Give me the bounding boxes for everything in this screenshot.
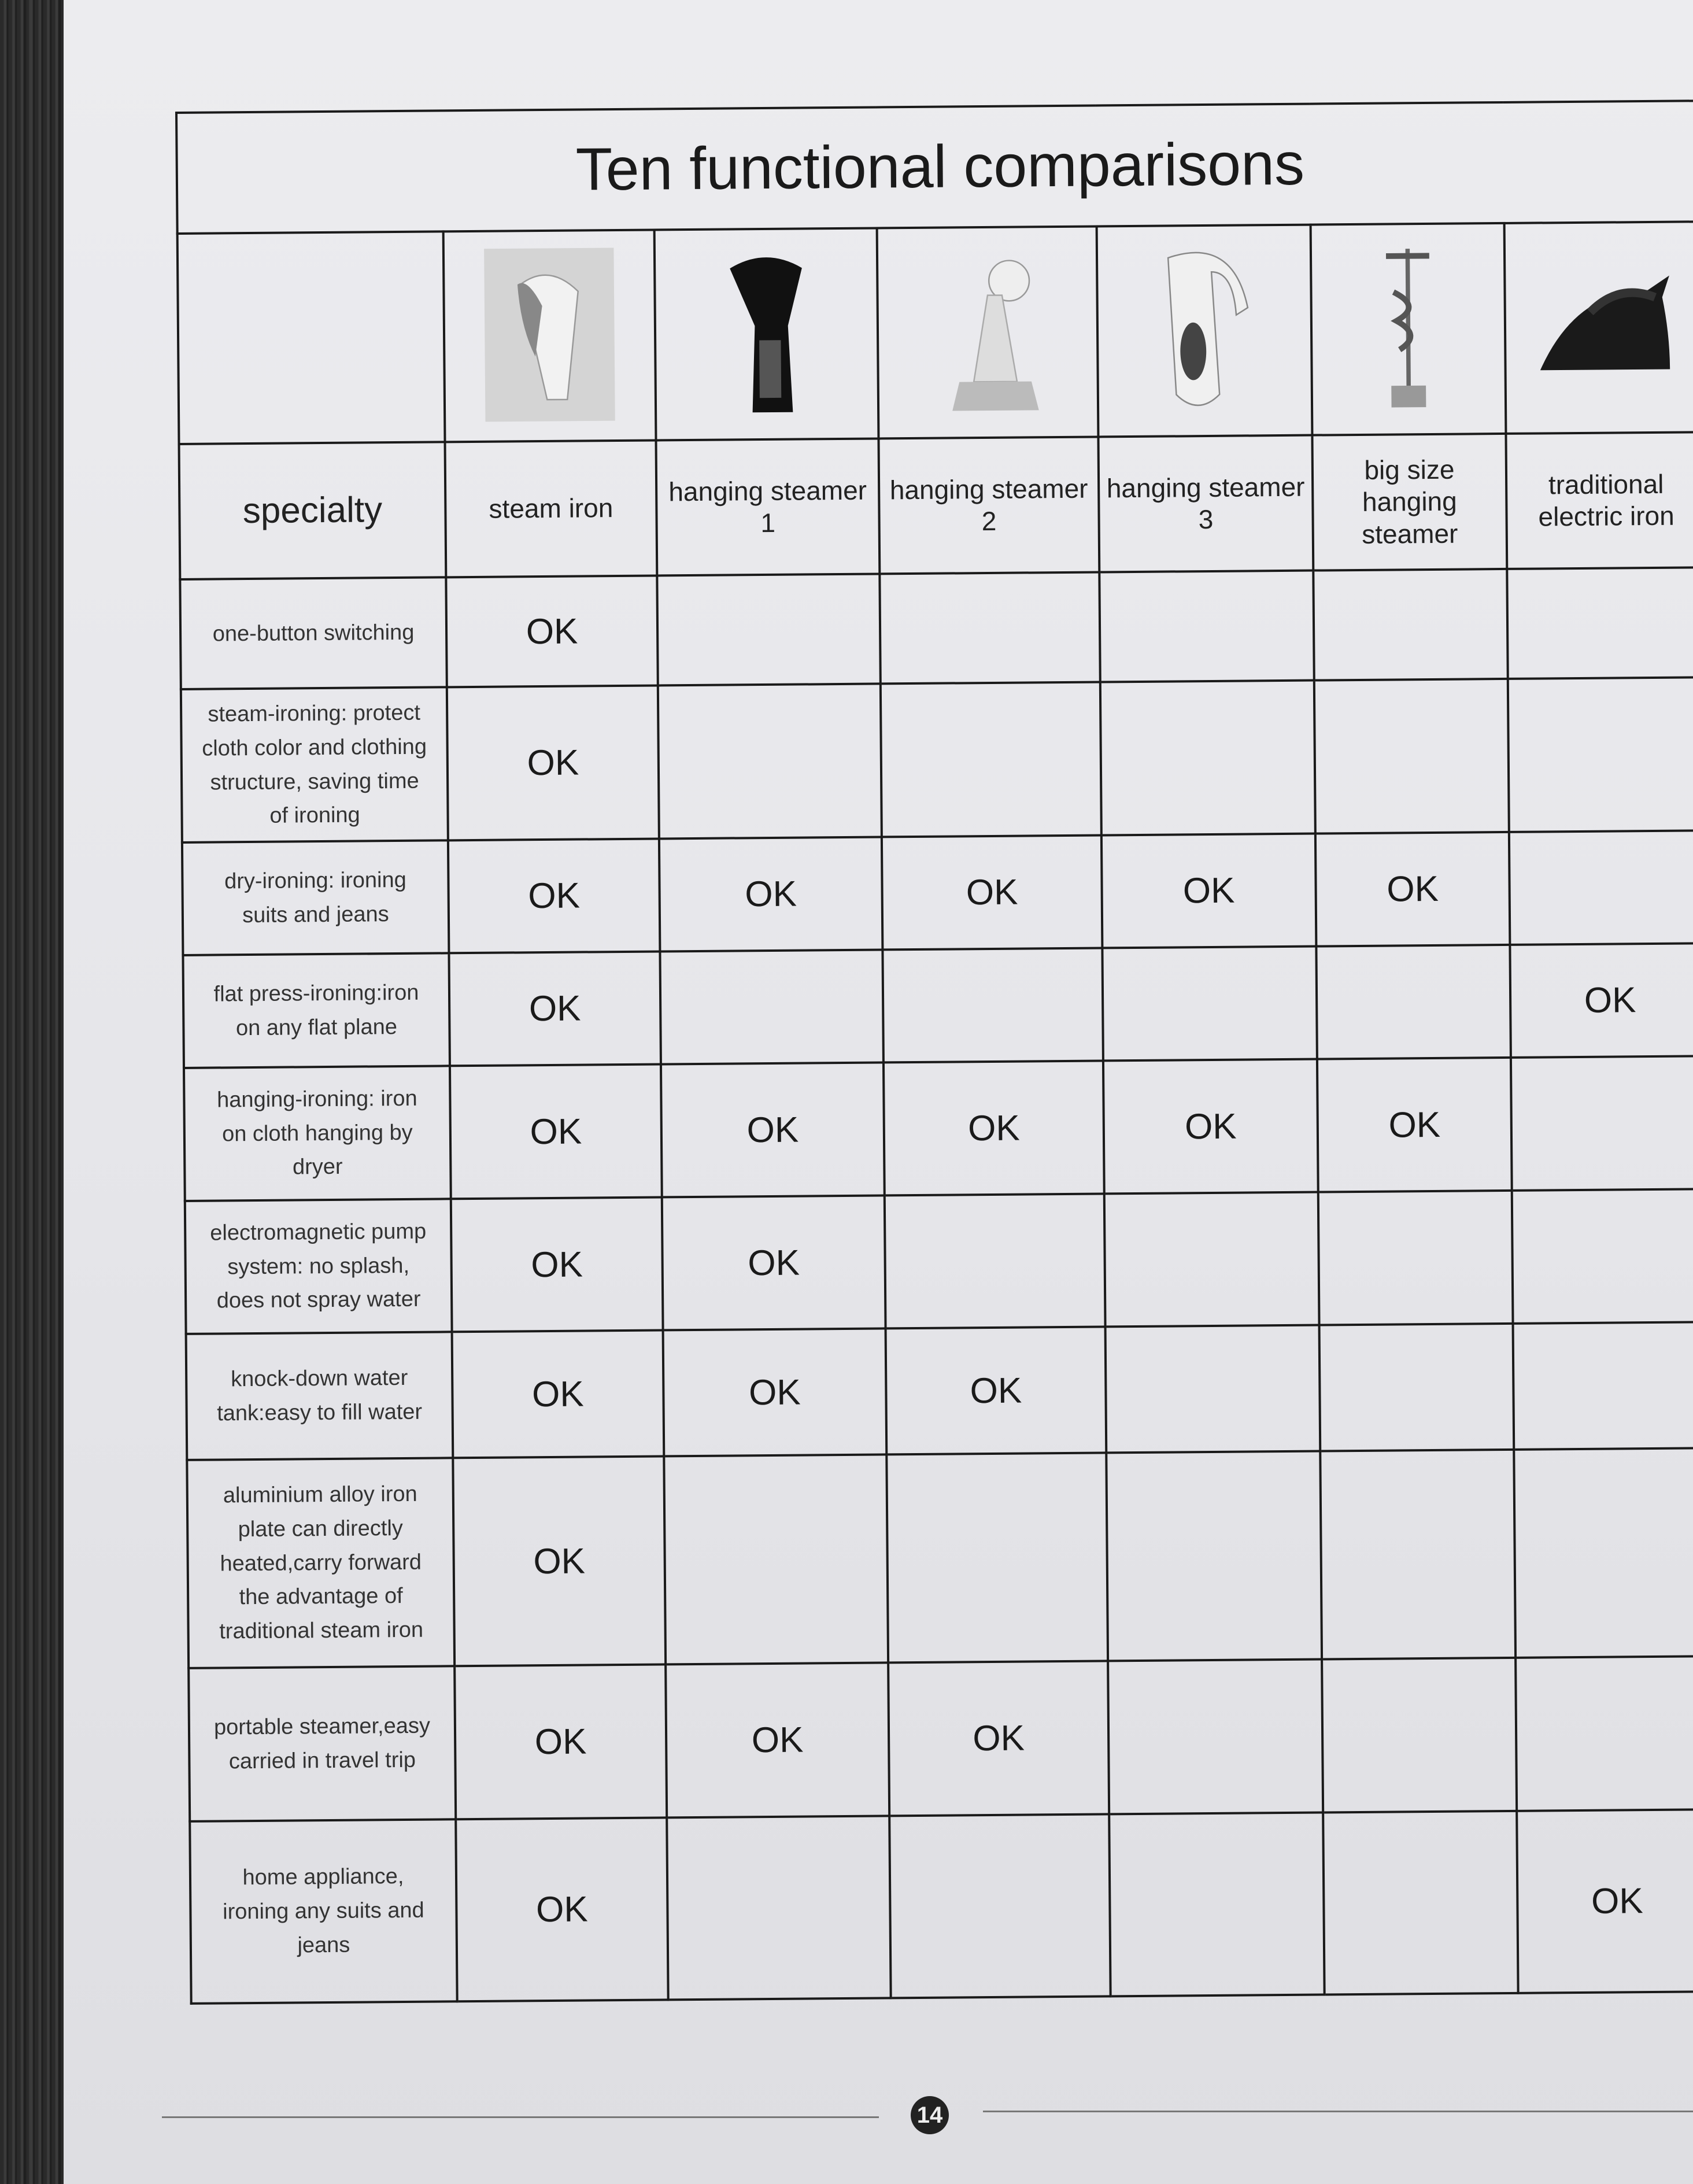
empty-cell	[879, 572, 1100, 683]
empty-cell	[1109, 1812, 1324, 1996]
image-row	[178, 221, 1693, 444]
ok-cell: OK	[1103, 1059, 1318, 1194]
feature-label: electromagnetic pump system: no splash, does not spray water	[185, 1199, 452, 1334]
empty-cell	[1100, 681, 1315, 836]
table-row	[190, 1809, 1693, 2004]
empty-cell	[1108, 1660, 1323, 1815]
feature-label: dry-ironing: ironing suits and jeans	[182, 840, 449, 955]
table-row	[183, 943, 1693, 1068]
empty-cell	[1106, 1451, 1322, 1661]
specialty-header: specialty	[179, 442, 446, 579]
feature-label: home appliance, ironing any suits and jeans	[190, 1819, 457, 2004]
ok-cell: OK	[663, 1328, 887, 1456]
empty-cell	[1515, 1656, 1693, 1811]
ok-cell: OK	[1101, 834, 1317, 948]
ok-cell: OK	[662, 1195, 886, 1330]
empty-cell	[660, 949, 884, 1064]
big-size-hanging-steamer-image	[1311, 223, 1506, 435]
empty-cell	[1313, 569, 1507, 681]
ok-cell: OK	[454, 1664, 667, 1819]
ok-cell: OK	[1517, 1809, 1693, 1993]
ok-cell: OK	[448, 838, 660, 953]
empty-cell	[881, 682, 1101, 837]
ok-cell: OK	[449, 951, 661, 1066]
page-footer	[162, 2093, 1693, 2139]
ok-cell: OK	[1315, 832, 1510, 947]
hanging-steamer-2-image	[877, 226, 1099, 438]
feature-label: one-button switching	[180, 577, 446, 689]
ok-cell: OK	[882, 835, 1103, 949]
empty-cell	[1322, 1658, 1517, 1813]
footer-rule-left	[162, 2116, 879, 2118]
empty-cell	[1509, 830, 1693, 945]
empty-cell	[1508, 677, 1693, 832]
table-row	[182, 830, 1693, 955]
empty-corner-cell	[178, 231, 445, 444]
empty-cell	[658, 683, 882, 838]
page-number: 14	[911, 2096, 949, 2134]
empty-cell	[1323, 1811, 1518, 1995]
ok-cell: OK	[1317, 1058, 1512, 1192]
table-row	[180, 567, 1693, 689]
ok-cell: OK	[661, 1062, 885, 1197]
empty-cell	[1104, 1192, 1319, 1327]
ok-cell: OK	[659, 837, 883, 951]
table-row	[186, 1322, 1693, 1460]
ok-cell: OK	[446, 575, 657, 687]
comparison-sheet	[175, 99, 1693, 2005]
empty-cell	[1513, 1322, 1693, 1450]
ok-cell: OK	[666, 1662, 889, 1817]
empty-cell	[1319, 1324, 1514, 1451]
empty-cell	[1314, 679, 1509, 834]
manual-page	[64, 0, 1693, 2184]
table-row	[188, 1656, 1693, 1821]
empty-cell	[1099, 571, 1314, 682]
ok-cell: OK	[884, 1060, 1104, 1195]
empty-cell	[1316, 945, 1511, 1059]
ok-cell: OK	[447, 685, 659, 840]
column-header: hanging steamer 1	[656, 438, 879, 575]
header-row	[179, 432, 1693, 579]
hanging-steamer-3-image	[1097, 225, 1313, 437]
column-header: big size hanging steamer	[1312, 434, 1507, 571]
ok-cell: OK	[450, 1064, 662, 1199]
empty-cell	[882, 948, 1103, 1062]
feature-label: aluminium alloy iron plate can directly heated,carry forward the advantage of traditional steam iron	[187, 1458, 454, 1668]
ok-cell: OK	[451, 1197, 663, 1332]
empty-cell	[667, 1816, 890, 2000]
column-header: hanging steamer 3	[1098, 435, 1313, 572]
empty-cell	[1512, 1189, 1693, 1324]
table-row	[185, 1189, 1693, 1334]
empty-cell	[1102, 947, 1317, 1061]
empty-cell	[664, 1454, 888, 1664]
empty-cell	[1318, 1191, 1513, 1325]
empty-cell	[885, 1193, 1106, 1328]
hanging-steamer-1-image	[655, 228, 879, 440]
footer-rule-right	[983, 2111, 1693, 2112]
column-header: hanging steamer 2	[878, 437, 1099, 574]
empty-cell	[1106, 1325, 1321, 1453]
empty-cell	[889, 1814, 1110, 1998]
feature-label: knock-down water tank:easy to fill water	[186, 1332, 453, 1460]
traditional-electric-iron-image	[1505, 221, 1693, 434]
column-header: steam iron	[445, 440, 657, 577]
ok-cell: OK	[886, 1326, 1107, 1454]
ok-cell: OK	[888, 1661, 1109, 1816]
feature-label: flat press-ironing:iron on any flat plane	[183, 953, 450, 1068]
table-row	[184, 1056, 1693, 1201]
comparison-table	[175, 99, 1693, 2005]
ok-cell: OK	[456, 1817, 668, 2001]
feature-label: portable steamer,easy carried in travel trip	[188, 1666, 456, 1821]
table-title: Ten functional comparisons	[176, 101, 1693, 234]
feature-label: steam-ironing: protect cloth color and clothing structure, saving time of ironing	[181, 687, 448, 842]
table-row	[181, 677, 1693, 842]
table-row	[187, 1448, 1693, 1668]
ok-cell: OK	[452, 1330, 664, 1458]
empty-cell	[1511, 1056, 1693, 1191]
empty-cell	[1514, 1448, 1693, 1658]
steam-iron-image	[443, 230, 656, 442]
ok-cell: OK	[1510, 943, 1693, 1058]
empty-cell	[1320, 1450, 1515, 1660]
empty-cell	[1507, 567, 1693, 679]
empty-cell	[657, 574, 880, 685]
feature-label: hanging-ironing: iron on cloth hanging by dryer	[184, 1066, 451, 1201]
ok-cell: OK	[453, 1456, 666, 1666]
column-header: traditional electric iron	[1506, 432, 1693, 569]
empty-cell	[886, 1453, 1108, 1662]
